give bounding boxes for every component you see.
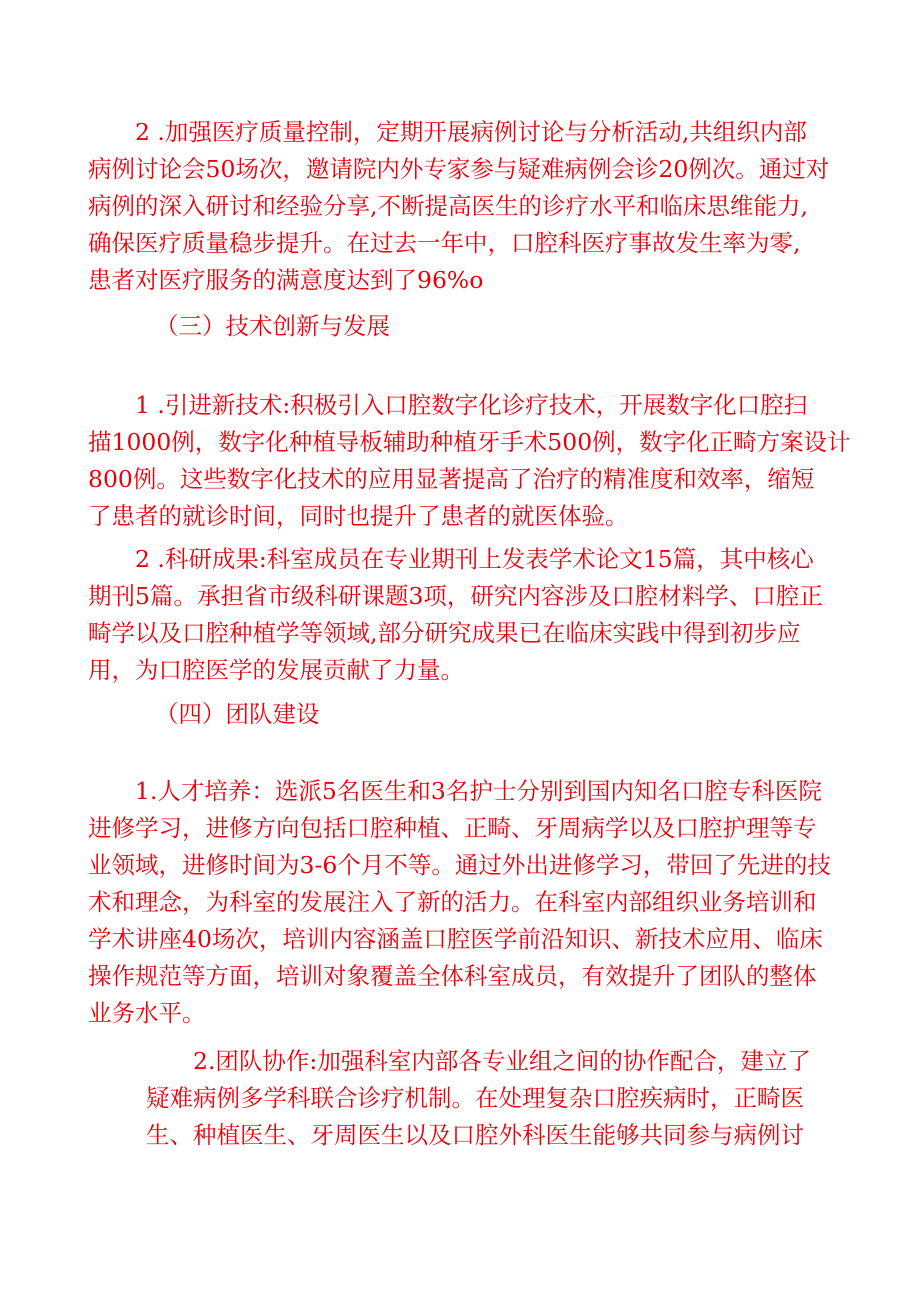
text-line: 操作规范等方面，培训对象覆盖全体科室成员，有效提升了团队的整体: [88, 962, 817, 990]
section-heading-tech-innovation: （三）技术创新与发展: [155, 312, 390, 340]
paragraph-team-collaboration: [146, 1043, 811, 1154]
text-line: 业领域，进修时间为3-6个月不等。通过外出进修学习，带回了先进的技: [88, 851, 831, 879]
text-line: 1.人才培养：选派5名医生和3名护士分别到国内知名口腔专科医院: [135, 777, 822, 805]
text-line: 2 .加强医疗质量控制，定期开展病例讨论与分析活动,共组织内部: [135, 118, 807, 146]
text-line: 确保医疗质量稳步提升。在过去一年中，口腔科医疗事故发生率为零,: [88, 229, 801, 257]
text-line: 进修学习，进修方向包括口腔种植、正畸、牙周病学以及口腔护理等专: [88, 814, 817, 842]
paragraph-research-results: [88, 541, 823, 689]
text-line: 2.团队协作:加强科室内部各专业组之间的协作配合，建立了: [193, 1047, 811, 1075]
text-line: 1 .引进新技术:积极引入口腔数字化诊疗技术，开展数字化口腔扫: [135, 391, 808, 419]
text-line: 用，为口腔医学的发展贡献了力量。: [88, 656, 464, 684]
text-line: 业务水平。: [88, 999, 206, 1027]
text-line: 病例的深入研讨和经验分享,不断提高医生的诊疗水平和临床思维能力,: [88, 192, 808, 220]
text-line: 学术讲座40场次，培训内容涵盖口腔医学前沿知识、新技术应用、临床: [88, 925, 823, 953]
text-line: 期刊5篇。承担省市级科研课题3项，研究内容涉及口腔材料学、口腔正: [88, 582, 823, 610]
text-line: 术和理念，为科室的发展注入了新的活力。在科室内部组织业务培训和: [88, 888, 817, 916]
text-line: 疑难病例多学科联合诊疗机制。在处理复杂口腔疾病时，正畸医: [146, 1084, 804, 1112]
text-line: 生、种植医生、牙周医生以及口腔外科医生能够共同参与病例讨: [146, 1121, 804, 1149]
text-line: 了患者的就诊时间，同时也提升了患者的就医体验。: [88, 502, 629, 530]
text-line: 2 .科研成果:科室成员在专业期刊上发表学术论文15篇，其中核心: [135, 545, 814, 573]
text-line: 患者对医疗服务的满意度达到了96%o: [88, 266, 484, 294]
text-line: 描1000例，数字化种植导板辅助种植牙手术500例，数字化正畸方案设计: [88, 428, 851, 456]
text-line: 畸学以及口腔种植学等领域,部分研究成果已在临床实践中得到初步应: [88, 619, 801, 647]
paragraph-new-technology: [88, 387, 851, 535]
section-heading-team-building: （四）团队建设: [155, 700, 320, 728]
text-line: 800例。这些数字化技术的应用显著提高了治疗的精准度和效率，缩短: [88, 465, 815, 493]
paragraph-talent-training: [88, 773, 831, 1032]
paragraph-quality-control: [88, 114, 829, 299]
text-line: 病例讨论会50场次，邀请院内外专家参与疑难病例会诊20例次。通过对: [88, 155, 830, 183]
